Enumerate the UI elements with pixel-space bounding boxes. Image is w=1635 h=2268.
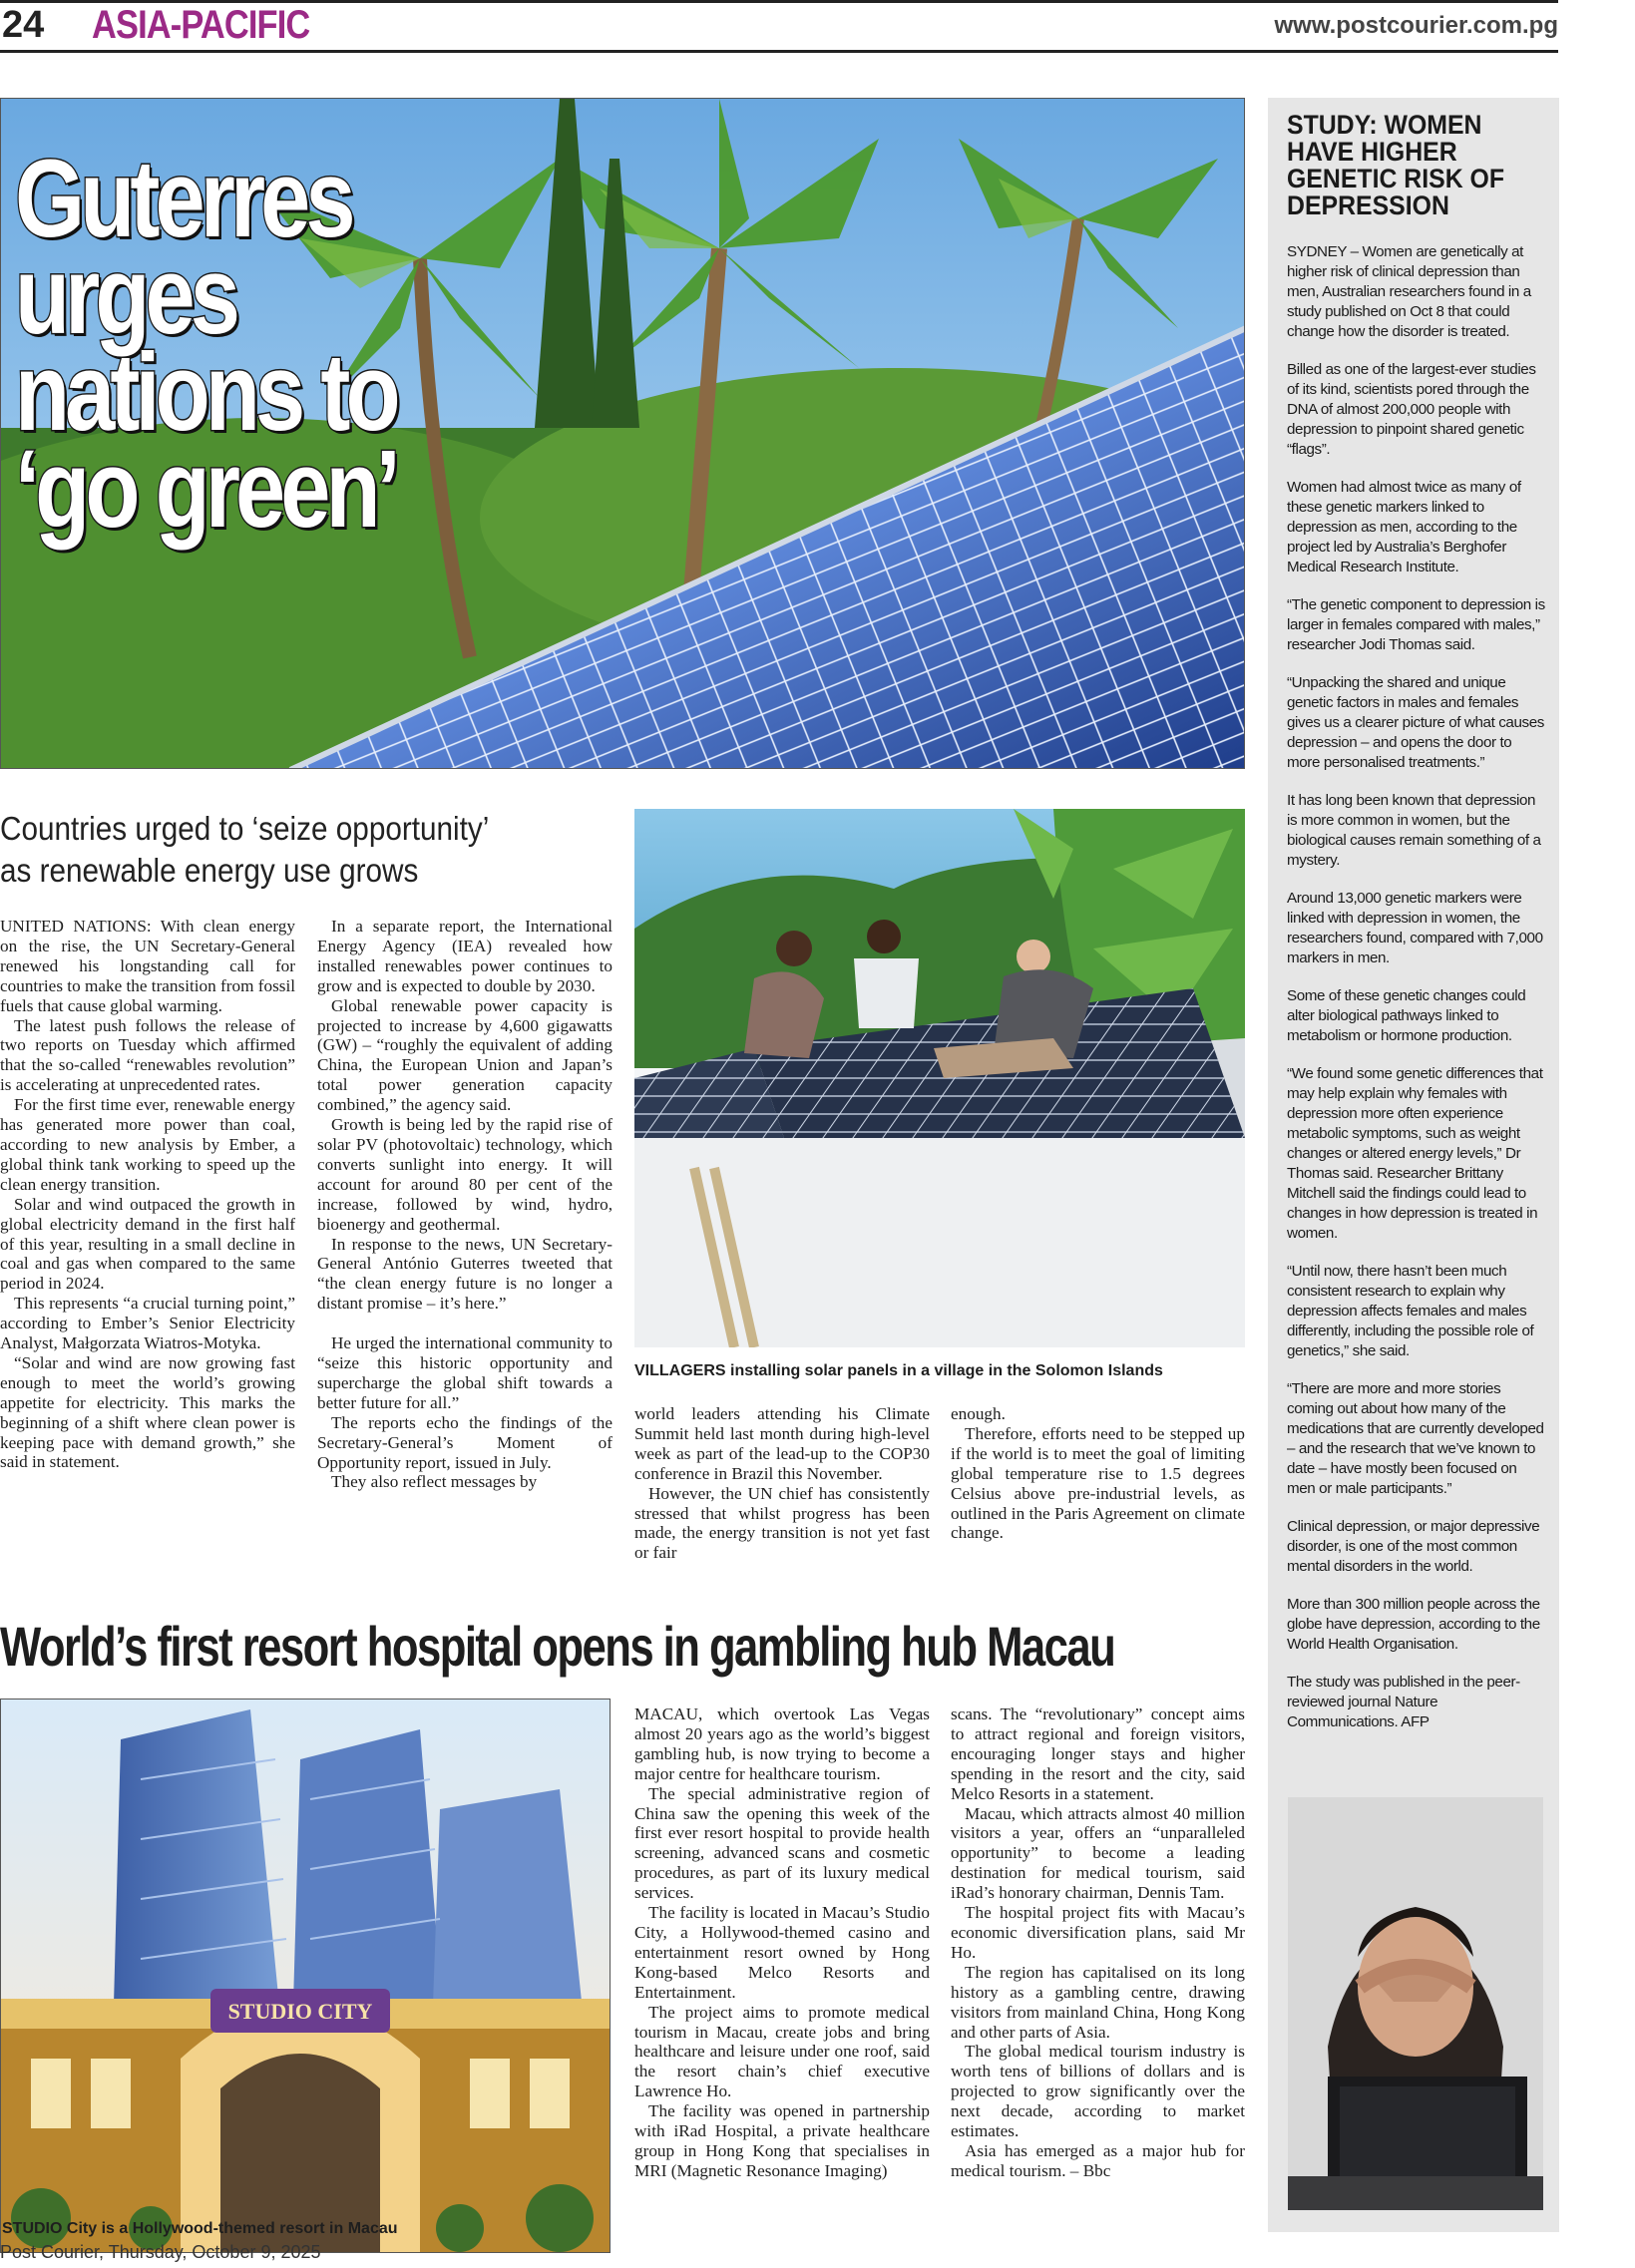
- paragraph: In a separate report, the International Energy Agency (IEA) revealed how installed renewables power continues to grow and is expected to double by 2030.: [317, 917, 613, 995]
- main-headline: [15, 138, 396, 551]
- paragraph: enough.: [951, 1404, 1006, 1423]
- sidebar-body: [1287, 242, 1548, 1750]
- paragraph: This represents “a crucial turning point,” according to Ember’s Senior Electricity Analyst, Małgorzata Wiatros-Motyka.: [0, 1294, 295, 1353]
- villagers-solar-photo: [634, 809, 1245, 1347]
- paragraph: For the first time ever, renewable energy has generated more power than coal, according to new analysis by Ember, a global think tank working to speed up the clean energy transition.: [0, 1095, 295, 1194]
- paragraph: However, the UN chief has consistently stressed that whilst progress has been made, the energy transition is not yet fast or fair: [634, 1483, 930, 1563]
- paragraph: The hospital project fits with Macau’s economic diversification plans, said Mr Ho.: [951, 1903, 1245, 1962]
- paragraph: The facility was opened in partnership with iRad Hospital, a private healthcare group in Hong Kong that specialises in MRI (Magnetic Resonance Imaging): [634, 2101, 930, 2180]
- sidebar-depression-study: [1268, 98, 1559, 2232]
- paragraph: In response to the news, UN Secretary-General António Guterres tweeted that “the clean energy future is no longer a distant promise – it’s here.”: [317, 1234, 613, 1314]
- hero-solar-photo: [0, 98, 1245, 769]
- sidebar-paragraph: Women had almost twice as many of these genetic markers linked to depression as men, according to the project led by Australia’s Berghofer Medical Research Institute.: [1287, 479, 1521, 575]
- paragraph: The region has capitalised on its long history as a gambling centre, drawing visitors from mainland China, Hong Kong and other parts of Asia.: [951, 1962, 1245, 2042]
- sidebar-paragraph: Clinical depression, or major depressive disorder, is one of the most common mental disorders in the world.: [1287, 1518, 1540, 1575]
- paragraph: The special administrative region of China saw the opening this week of the first ever resort hospital to provide health screening, advanced scans and cosmetic procedures, as part of its luxury medical services.: [634, 1783, 930, 1903]
- paragraph: world leaders attending his Climate Summit held last month during high-level week as part of the lead-up to the COP30 conference in Brazil this November.: [634, 1404, 930, 1483]
- headline-line: Guterres: [15, 138, 351, 260]
- story-deck: [0, 808, 557, 892]
- sidebar-paragraph: The study was published in the peer-reviewed journal Nature Communications. AFP: [1287, 1674, 1520, 1730]
- sidebar-paragraph: “We found some genetic differences that may help explain why females with depression more often experience metabolic symptoms, such as weight changes or altered energy levels,” Dr Thomas said. Researcher Brittany Mitchell said the findings could lead to changes in how depression is treated in women.: [1287, 1065, 1543, 1242]
- sidebar-paragraph: “Unpacking the shared and unique genetic factors in males and females gives us a clearer picture of what causes depression – and opens the door to more personalised treatments.”: [1287, 674, 1544, 771]
- website-link[interactable]: www.postcourier.com.pg: [1274, 12, 1558, 39]
- photo-caption-studio-city: STUDIO City is a Hollywood-themed resort in Macau: [2, 2220, 398, 2237]
- sidebar-paragraph: “There are more and more stories coming out about how many of the medications that are currently developed – and the research that we’ve known to date – have mostly been focused on men or male participants.”: [1287, 1380, 1544, 1497]
- paragraph: The reports echo the findings of the Secretary-General’s Moment of Opportunity report, issued in July.: [317, 1412, 613, 1472]
- sidebar-paragraph: More than 300 million people across the globe have depression, according to the World Health Organisation.: [1287, 1596, 1540, 1653]
- macau-headline: World’s first resort hospital opens in gambling hub Macau: [0, 1615, 1115, 1678]
- paragraph: scans. The “revolutionary” concept aims to attract regional and foreign visitors, encouraging longer stays and higher spending in the resort and the city, said Melco Resorts in a statement.: [951, 1704, 1245, 1803]
- paragraph: Solar and wind outpaced the growth in global electricity demand in the first half of this year, resulting in a small decline in coal and gas when compared to the same period in 2024.: [0, 1194, 295, 1294]
- paragraph: Therefore, efforts need to be stepped up if the world is to meet the goal of limiting global temperature rise to 1.5 degrees Celsius above pre-industrial levels, as outlined in the Paris Agreement on climate change.: [951, 1423, 1245, 1543]
- woman-laptop-illustration: [1288, 1797, 1543, 2210]
- sidebar-headline: STUDY: WOMEN HAVE HIGHER GENETIC RISK OF DEPRESSION: [1287, 110, 1505, 220]
- paragraph: Macau, which attracts almost 40 million visitors a year, offers an “unparalleled opportunity” to become a leading destination for medical tourism, said iRad’s honorary chairman, Dennis Tam.: [951, 1803, 1245, 1903]
- sidebar-paragraph: SYDNEY – Women are genetically at higher risk of clinical depression than men, Australian researchers found in a study published on Oct 8 that could change how the disorder is treated.: [1287, 243, 1531, 340]
- paragraph: The latest push follows the release of two reports on Tuesday which affirmed that the so-called “renewables revolution” is accelerating at unprecedented rates.: [0, 1015, 295, 1095]
- photo-caption-villagers: VILLAGERS installing solar panels in a village in the Solomon Islands: [634, 1362, 1163, 1379]
- sidebar-paragraph: Around 13,000 genetic markers were linked with depression in women, the researchers found, compared with 7,000 markers in men.: [1287, 890, 1543, 966]
- paragraph: The global medical tourism industry is worth tens of billions of dollars and is projected to grow significantly over the next decade, according to market estimates.: [951, 2042, 1245, 2141]
- header-rule: [0, 50, 1558, 53]
- sidebar-paragraph: Some of these genetic changes could alter biological pathways linked to metabolism or hormone production.: [1287, 987, 1526, 1044]
- deck-line: as renewable energy use grows: [0, 852, 419, 889]
- paragraph: UNITED NATIONS: With clean energy on the rise, the UN Secretary-General renewed his longstanding call for countries to make the transition from fossil fuels that cause global warming.: [0, 917, 295, 1015]
- paragraph: He urged the international community to “seize this historic opportunity and supercharge the global shift towards a better future for all.”: [317, 1333, 613, 1412]
- paragraph: MACAU, which overtook Las Vegas almost 20 years ago as the world’s biggest gambling hub, is now trying to become a major centre for healthcare tourism.: [634, 1704, 930, 1783]
- macau-column-2: [951, 1704, 1245, 2181]
- story-column-4: [951, 1404, 1245, 1543]
- sidebar-paragraph: “The genetic component to depression is larger in females compared with males,” researcher Jodi Thomas said.: [1287, 596, 1545, 653]
- deck-line: Countries urged to ‘seize opportunity’: [0, 810, 490, 847]
- story-column-3: [634, 1404, 930, 1563]
- paragraph: The project aims to promote medical tourism in Macau, create jobs and bring healthcare and leisure under one roof, said the resort chain’s chief executive Lawrence Ho.: [634, 2002, 930, 2101]
- paragraph: Growth is being led by the rapid rise of solar PV (photovoltaic) technology, which converts sunlight into energy. It will account for around 80 per cent of the increase, followed by wind, hydro, bioenergy and geothermal.: [317, 1115, 613, 1234]
- villagers-illustration: [634, 809, 1245, 1347]
- paragraph: “Solar and wind are now growing fast enough to meet the world’s growing appetite for electricity. This marks the beginning of a shift where clean power is keeping pace with demand growth,” she said in statement.: [0, 1352, 295, 1472]
- paragraph: They also reflect messages by: [331, 1472, 538, 1492]
- sidebar-paragraph: “Until now, there hasn’t been much consistent research to explain why depression affects females and males differently, including the possible role of genetics,” she said.: [1287, 1263, 1534, 1359]
- page-footer-dateline: Post Courier, Thursday, October 9, 2025: [0, 2242, 321, 2262]
- headline-line: ‘go green’: [15, 428, 396, 551]
- sidebar-paragraph: Billed as one of the largest-ever studies of its kind, scientists pored through the DNA of almost 200,000 people with depression to pinpoint shared genetic “flags”.: [1287, 361, 1536, 458]
- studio-city-sign: STUDIO CITY: [227, 1999, 373, 2024]
- story-column-2: [317, 917, 613, 1492]
- page-number: 24: [2, 4, 45, 46]
- paragraph: Asia has emerged as a major hub for medical tourism. – Bbc: [951, 2140, 1245, 2180]
- sidebar-woman-photo: [1288, 1797, 1543, 2210]
- paragraph: The facility is located in Macau’s Studio City, a Hollywood-themed casino and entertainment resort owned by Hong Kong-based Melco Resorts and Entertainment.: [634, 1903, 930, 2002]
- studio-city-illustration: [1, 1700, 611, 2253]
- story-column-1: [0, 917, 295, 1472]
- paragraph: Global renewable power capacity is projected to increase by 4,600 gigawatts (GW) – “roughly the equivalent of adding China, the European Union and Japan’s total power generation capacity combined,” the agency said.: [317, 995, 613, 1115]
- headline-line: urges: [15, 234, 236, 357]
- macau-column-1: [634, 1704, 930, 2181]
- headline-line: nations to: [15, 331, 396, 454]
- sidebar-paragraph: It has long been known that depression is more common in women, but the biological causes remain something of a mystery.: [1287, 792, 1541, 869]
- section-label: ASIA-PACIFIC: [92, 3, 310, 47]
- studio-city-photo: [0, 1699, 611, 2253]
